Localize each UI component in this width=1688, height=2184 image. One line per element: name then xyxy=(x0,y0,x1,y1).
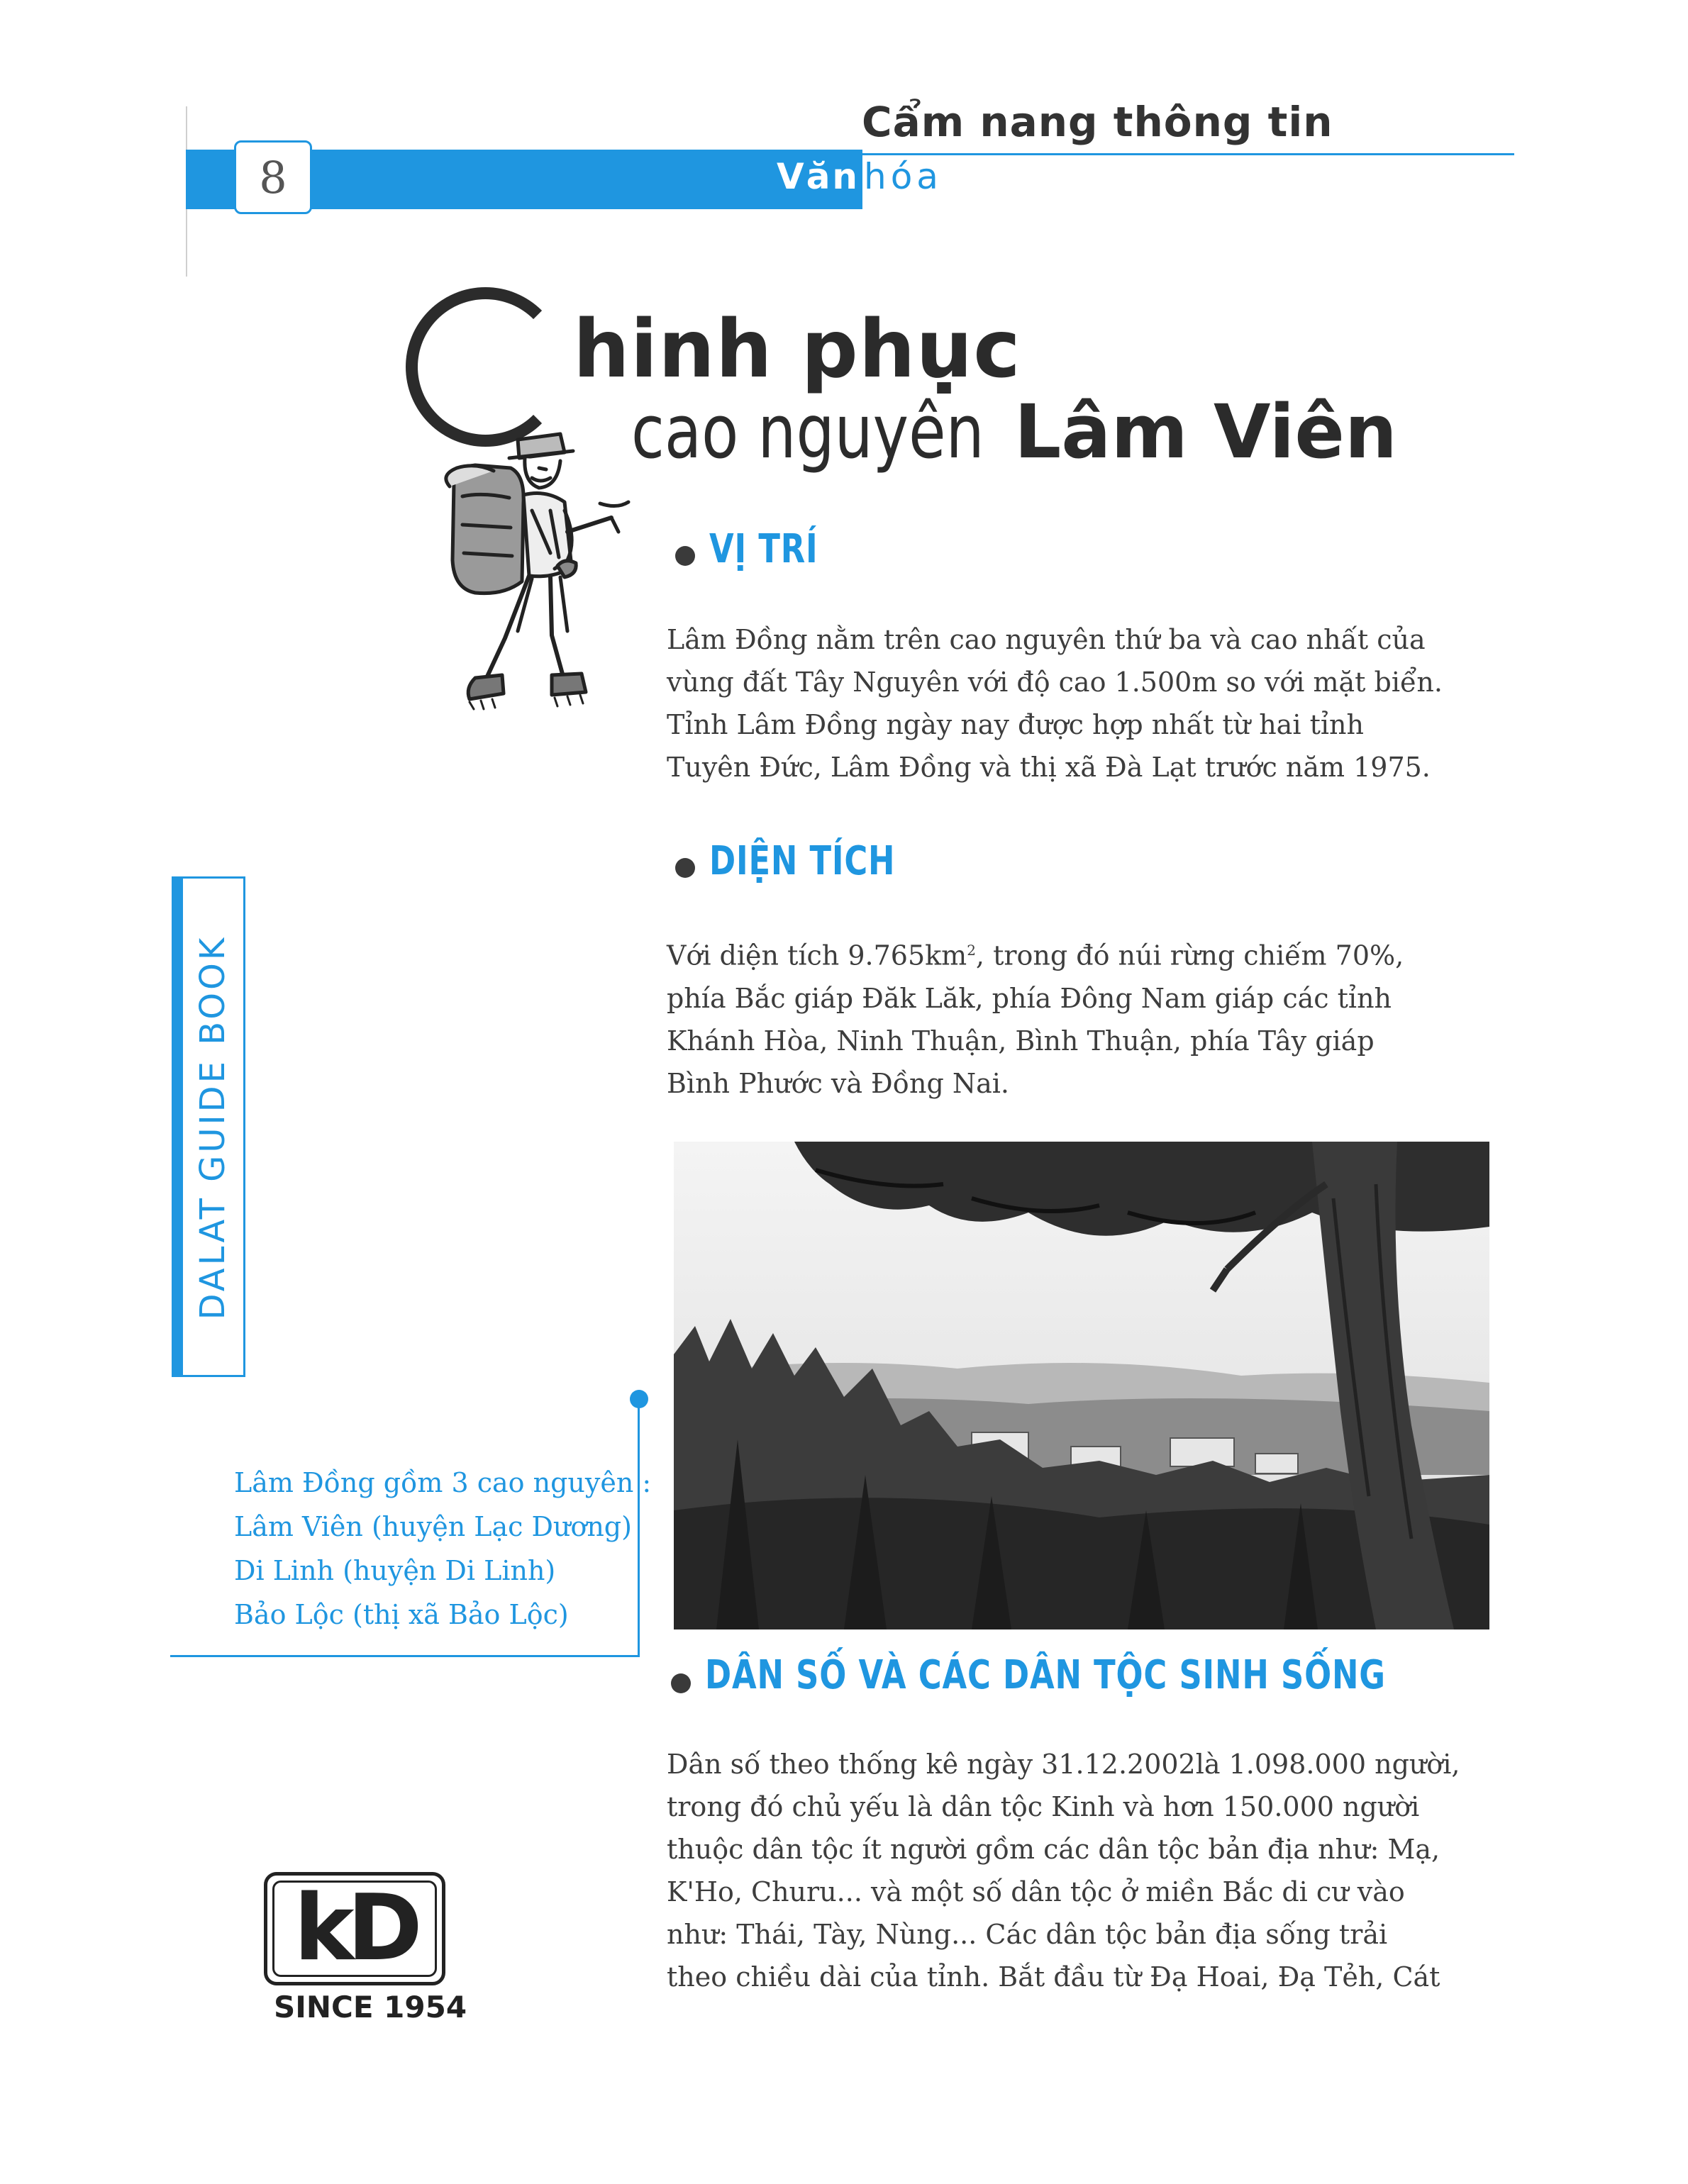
text-line xyxy=(667,929,1497,977)
text-line: vùng đất Tây Nguyên với độ cao 1.500m so với mặt biển. xyxy=(667,667,1443,698)
section-heading-vi-tri: VỊ TRÍ xyxy=(709,526,818,572)
text-line: theo chiều dài của tỉnh. Bắt đầu từ Đạ Hoai, Đạ Tẻh, Cát xyxy=(667,1961,1440,1993)
publisher-since: SINCE 1954 xyxy=(274,1990,467,2024)
title-line-1: hinh phục xyxy=(573,303,1021,396)
text-line: như: Thái, Tày, Nùng... Các dân tộc bản địa sống trải xyxy=(667,1919,1388,1950)
series-title: Cẩm nang thông tin xyxy=(862,98,1333,146)
category-label-main: Văn xyxy=(777,156,860,197)
bullet-icon xyxy=(675,546,695,566)
section-heading-dan-so: DÂN SỐ VÀ CÁC DÂN TỘC SINH SỐNG xyxy=(705,1652,1386,1698)
superscript: 2 xyxy=(967,942,976,959)
text-line: trong đó chủ yếu là dân tộc Kinh và hơn 150.000 người xyxy=(667,1791,1420,1822)
header-rule xyxy=(862,153,1514,155)
hiker-illustration-icon xyxy=(426,418,638,716)
text-line: Khánh Hòa, Ninh Thuận, Bình Thuận, phía Tây giáp xyxy=(667,1025,1375,1057)
bullet-icon xyxy=(675,858,695,878)
text-line: Tuyên Đức, Lâm Đồng và thị xã Đà Lạt trước năm 1975. xyxy=(667,752,1431,783)
bullet-icon xyxy=(671,1673,691,1693)
landscape-photo-drawing xyxy=(674,1142,1489,1629)
note-border-horizontal xyxy=(170,1655,640,1657)
text-line: Lâm Đồng nằm trên cao nguyên thứ ba và cao nhất của xyxy=(667,624,1426,655)
category-label-sub: hóa xyxy=(864,156,943,197)
text-line: Dân số theo thống kê ngày 31.12.2002là 1.098.000 người, xyxy=(667,1749,1460,1780)
text-line: Bình Phước và Đồng Nai. xyxy=(667,1067,1009,1099)
side-note xyxy=(234,1461,651,1637)
side-label-text: DALAT GUIDE BOOK xyxy=(193,935,233,1320)
section-body-dan-so xyxy=(667,1743,1497,1998)
note-line: Lâm Đồng gồm 3 cao nguyên : xyxy=(234,1467,652,1498)
section-body-dien-tich xyxy=(667,929,1497,1105)
text-line: thuộc dân tộc ít người gồm các dân tộc bản địa như: Mạ, xyxy=(667,1834,1440,1865)
title-line-2-bold: Lâm Viên xyxy=(1014,389,1397,475)
text-fragment: Với diện tích 9.765km xyxy=(667,940,967,971)
section-heading-dien-tich: DIỆN TÍCH xyxy=(709,838,896,884)
note-line: Bảo Lộc (thị xã Bảo Lộc) xyxy=(234,1599,569,1630)
text-fragment: , trong đó núi rừng chiếm 70%, xyxy=(975,940,1404,971)
publisher-logo-mark: kD xyxy=(294,1876,416,1981)
landscape-photo xyxy=(674,1142,1489,1629)
text-line: K'Ho, Churu... và một số dân tộc ở miền Bắc di cư vào xyxy=(667,1876,1405,1907)
publisher-logo-inner xyxy=(272,1876,437,1981)
note-line: Di Linh (huyện Di Linh) xyxy=(234,1555,556,1586)
text-line: Tỉnh Lâm Đồng ngày nay được hợp nhất từ hai tỉnh xyxy=(667,709,1364,740)
page-number: 8 xyxy=(234,140,312,214)
note-marker-icon xyxy=(630,1390,648,1408)
section-body-vi-tri xyxy=(667,618,1497,789)
note-line: Lâm Viên (huyện Lạc Dương) xyxy=(234,1511,632,1542)
text-line: phía Bắc giáp Đăk Lăk, phía Đông Nam giáp các tỉnh xyxy=(667,982,1392,1014)
title-line-2-light: cao nguyên xyxy=(631,389,984,475)
